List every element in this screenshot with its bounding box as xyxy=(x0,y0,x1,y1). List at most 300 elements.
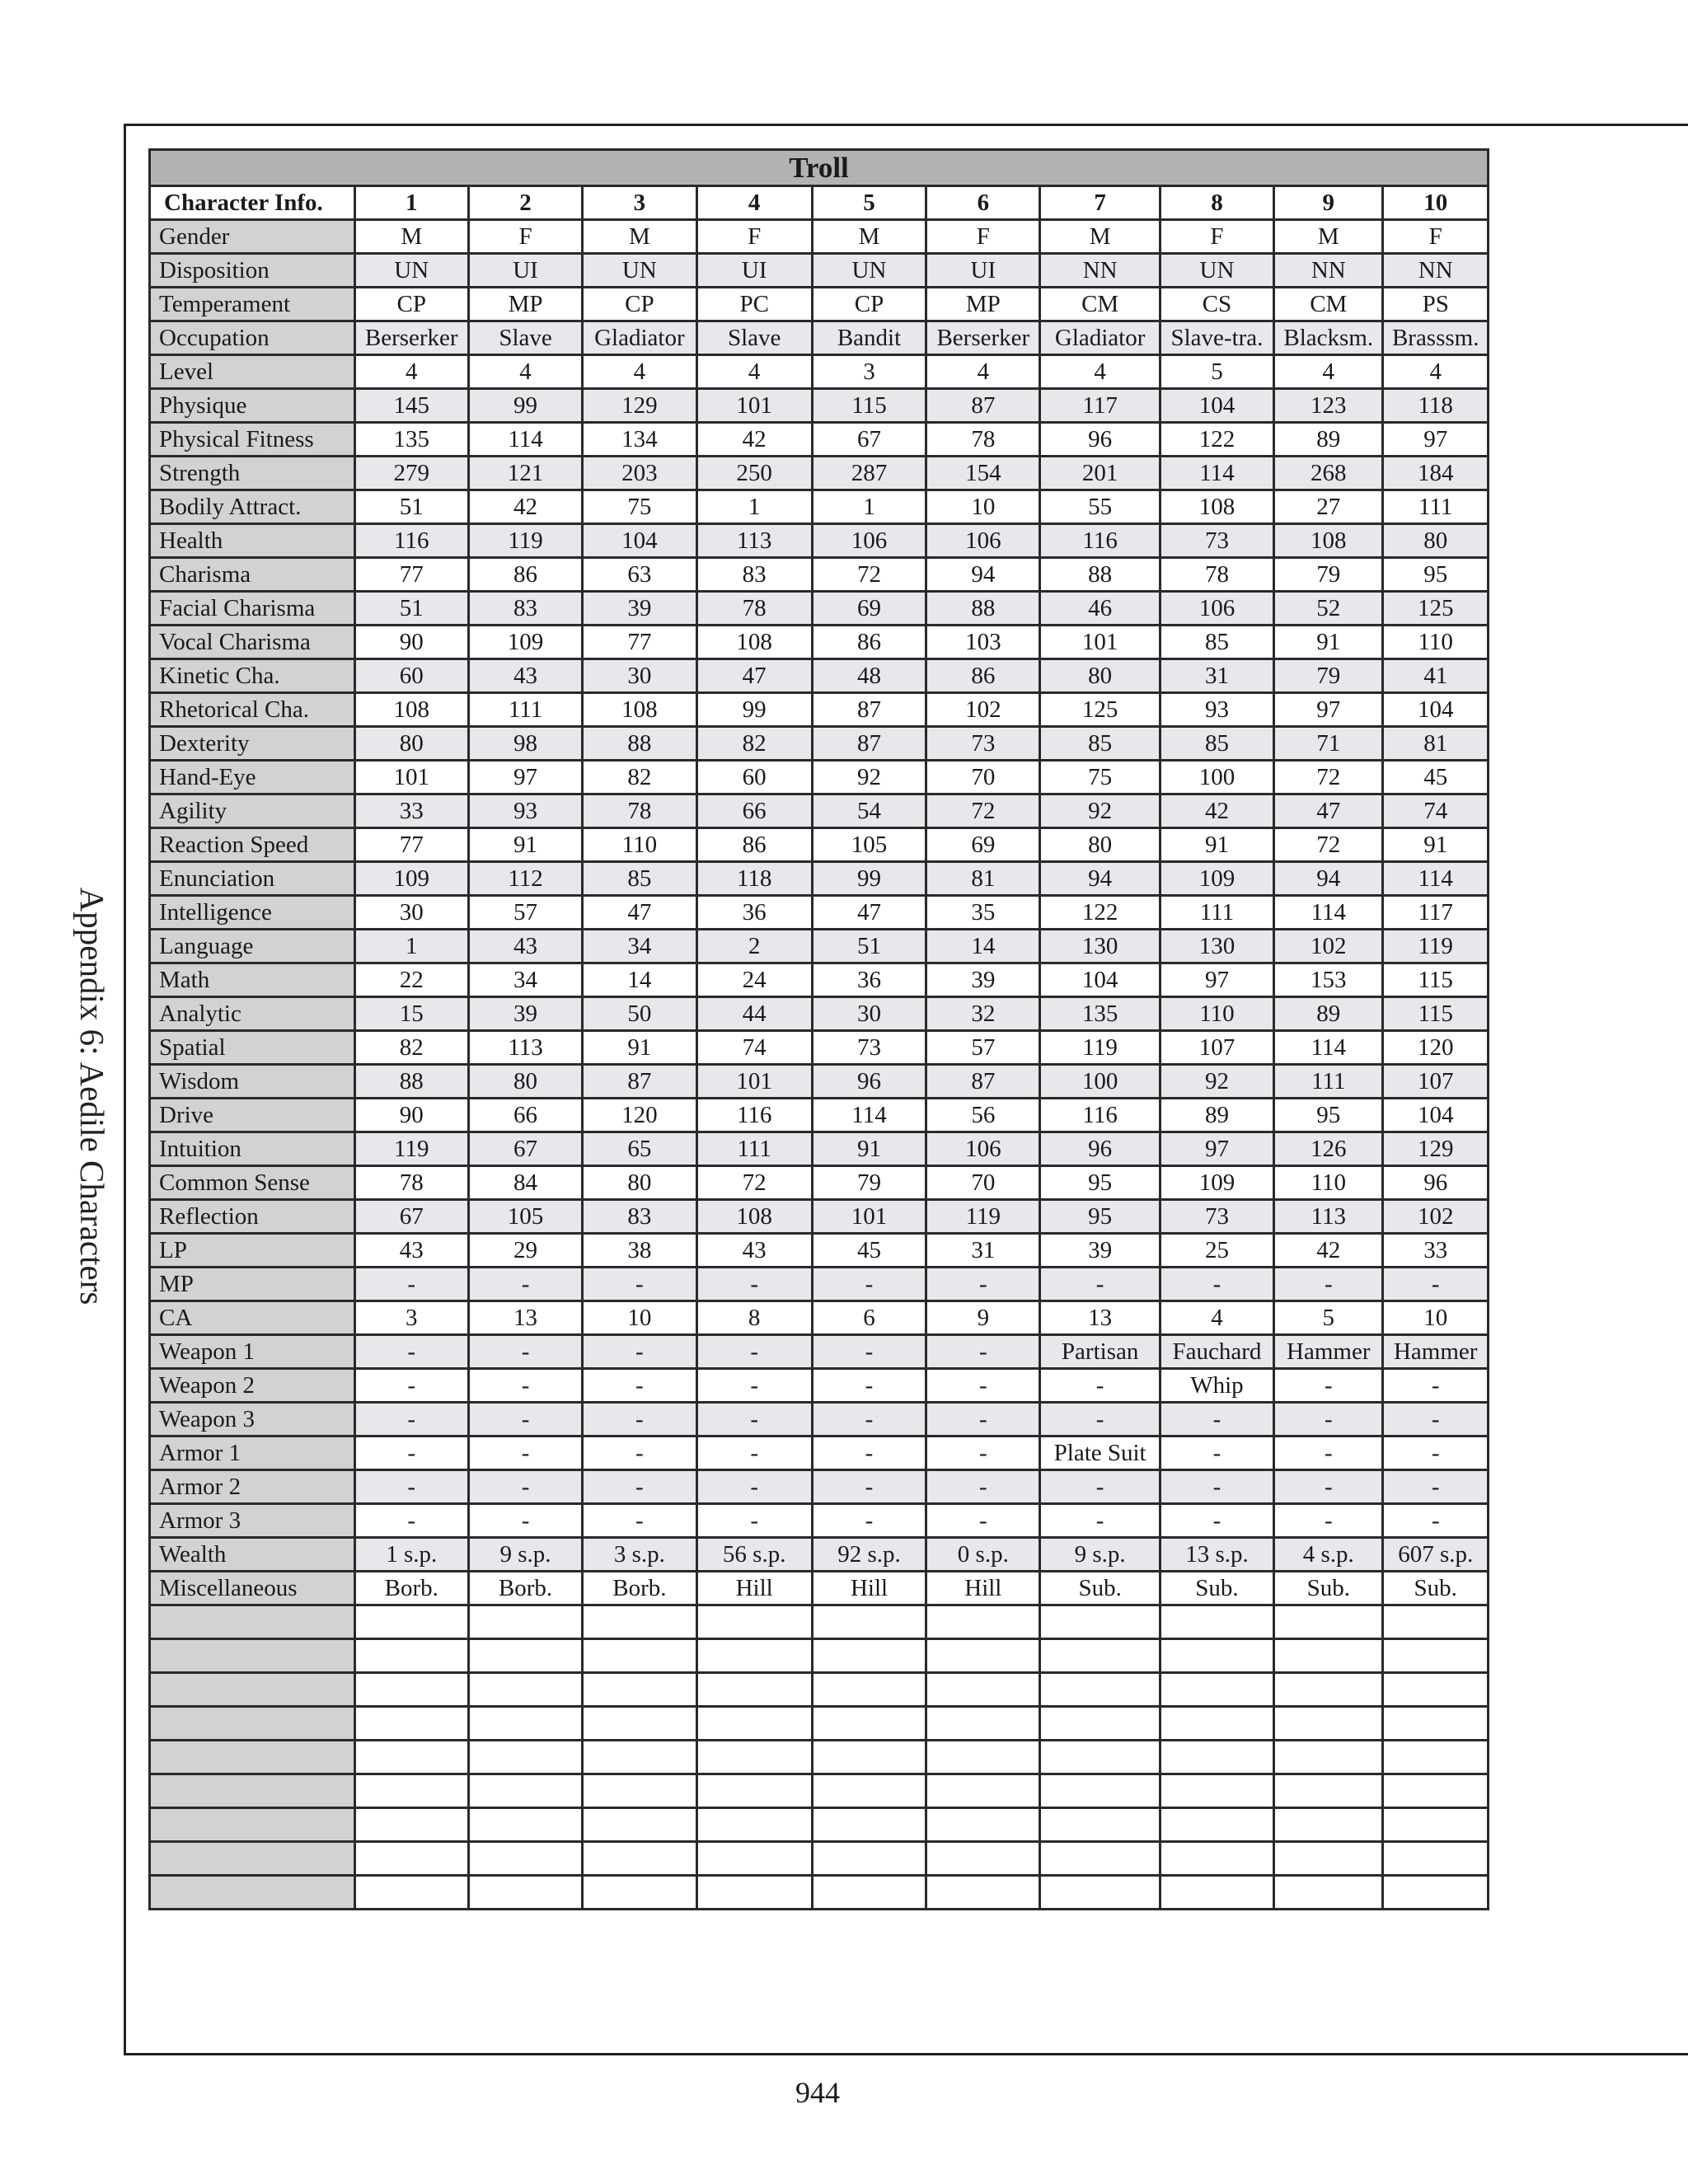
table-cell: 34 xyxy=(583,930,696,963)
table-cell: Hammer xyxy=(1383,1335,1489,1369)
column-header-5: 5 xyxy=(812,186,926,220)
table-cell: 116 xyxy=(1040,1099,1160,1132)
row-label: Temperament xyxy=(150,288,355,321)
table-cell: 104 xyxy=(1383,1099,1489,1132)
empty-cell xyxy=(812,1639,926,1673)
table-cell: 48 xyxy=(812,659,926,693)
row-label: MP xyxy=(150,1268,355,1301)
table-cell: 1 s.p. xyxy=(354,1538,468,1572)
table-cell: 43 xyxy=(354,1234,468,1268)
table-cell: 10 xyxy=(1383,1301,1489,1335)
table-cell: 35 xyxy=(926,896,1040,930)
table-cell: 80 xyxy=(1040,828,1160,862)
table-cell: 36 xyxy=(696,896,812,930)
row-label: Facial Charisma xyxy=(150,592,355,626)
table-cell: - xyxy=(354,1436,468,1470)
table-cell: 43 xyxy=(468,930,582,963)
table-cell: 80 xyxy=(468,1065,582,1099)
table-cell: 90 xyxy=(354,626,468,659)
table-cell: 111 xyxy=(696,1132,812,1166)
table-cell: 73 xyxy=(1160,524,1273,558)
empty-cell xyxy=(468,1741,582,1774)
table-cell: 75 xyxy=(1040,761,1160,794)
table-cell: 145 xyxy=(354,389,468,423)
row-label: Miscellaneous xyxy=(150,1572,355,1605)
empty-cell xyxy=(354,1605,468,1639)
table-cell: 66 xyxy=(468,1099,582,1132)
table-cell: 122 xyxy=(1040,896,1160,930)
empty-cell xyxy=(1040,1842,1160,1876)
table-cell: CM xyxy=(1274,288,1383,321)
table-cell: 107 xyxy=(1160,1031,1273,1065)
empty-cell xyxy=(1274,1639,1383,1673)
table-cell: UI xyxy=(926,254,1040,288)
empty-cell xyxy=(926,1842,1040,1876)
table-cell: 66 xyxy=(696,794,812,828)
table-cell: 4 xyxy=(926,355,1040,389)
row-label: Intelligence xyxy=(150,896,355,930)
empty-cell xyxy=(354,1741,468,1774)
table-cell: 153 xyxy=(1274,963,1383,997)
table-cell: 39 xyxy=(1040,1234,1160,1268)
table-cell: 4 xyxy=(468,355,582,389)
table-cell: 69 xyxy=(812,592,926,626)
table-row xyxy=(150,1538,1489,1572)
empty-cell xyxy=(812,1876,926,1910)
table-cell: Partisan xyxy=(1040,1335,1160,1369)
table-cell: - xyxy=(1040,1268,1160,1301)
table-cell: 92 xyxy=(1040,794,1160,828)
table-cell: 55 xyxy=(1040,490,1160,524)
table-row xyxy=(150,828,1489,862)
empty-cell xyxy=(468,1842,582,1876)
empty-cell xyxy=(468,1639,582,1673)
table-cell: 86 xyxy=(812,626,926,659)
table-cell: 96 xyxy=(812,1065,926,1099)
table-cell: 1 xyxy=(354,930,468,963)
table-cell: 250 xyxy=(696,457,812,490)
table-cell: - xyxy=(583,1335,696,1369)
table-row xyxy=(150,794,1489,828)
table-cell: 95 xyxy=(1383,558,1489,592)
empty-cell xyxy=(1040,1774,1160,1808)
empty-cell xyxy=(696,1876,812,1910)
table-cell: 84 xyxy=(468,1166,582,1200)
table-row xyxy=(150,389,1489,423)
table-cell: Sub. xyxy=(1274,1572,1383,1605)
empty-cell xyxy=(1383,1707,1489,1741)
table-cell: - xyxy=(926,1403,1040,1436)
empty-cell xyxy=(1160,1673,1273,1707)
table-cell: 1 xyxy=(696,490,812,524)
column-header-9: 9 xyxy=(1274,186,1383,220)
empty-cell xyxy=(1274,1774,1383,1808)
table-cell: 101 xyxy=(354,761,468,794)
table-cell: Berserker xyxy=(926,321,1040,355)
table-cell: 13 s.p. xyxy=(1160,1538,1273,1572)
table-cell: F xyxy=(1383,220,1489,254)
table-cell: 129 xyxy=(1383,1132,1489,1166)
empty-cell xyxy=(1274,1741,1383,1774)
row-label: Wisdom xyxy=(150,1065,355,1099)
table-cell: PC xyxy=(696,288,812,321)
empty-cell xyxy=(696,1605,812,1639)
table-cell: - xyxy=(1383,1268,1489,1301)
table-cell: - xyxy=(583,1504,696,1538)
table-cell: - xyxy=(1383,1504,1489,1538)
table-cell: 108 xyxy=(696,626,812,659)
row-label: Analytic xyxy=(150,997,355,1031)
table-row xyxy=(150,1470,1489,1504)
empty-cell xyxy=(1274,1876,1383,1910)
appendix-side-title: Appendix 6: Aedile Characters xyxy=(73,887,111,1305)
table-cell: 85 xyxy=(1040,727,1160,761)
empty-cell xyxy=(583,1673,696,1707)
table-cell: 54 xyxy=(812,794,926,828)
table-cell: 33 xyxy=(1383,1234,1489,1268)
table-cell: 27 xyxy=(1274,490,1383,524)
table-cell: 4 xyxy=(1040,355,1160,389)
empty-cell xyxy=(354,1774,468,1808)
empty-cell xyxy=(812,1808,926,1842)
table-cell: 74 xyxy=(696,1031,812,1065)
row-label: Armor 1 xyxy=(150,1436,355,1470)
table-cell: 104 xyxy=(583,524,696,558)
table-cell: 6 xyxy=(812,1301,926,1335)
table-cell: 4 xyxy=(696,355,812,389)
table-cell: CP xyxy=(812,288,926,321)
empty-row xyxy=(150,1876,1489,1910)
empty-cell xyxy=(1160,1707,1273,1741)
table-cell: 114 xyxy=(812,1099,926,1132)
table-cell: PS xyxy=(1383,288,1489,321)
row-label: Level xyxy=(150,355,355,389)
table-cell: 91 xyxy=(583,1031,696,1065)
table-row xyxy=(150,626,1489,659)
table-cell: 110 xyxy=(1383,626,1489,659)
table-cell: 79 xyxy=(812,1166,926,1200)
empty-cell xyxy=(926,1774,1040,1808)
table-cell: 135 xyxy=(1040,997,1160,1031)
empty-cell xyxy=(583,1605,696,1639)
table-cell: 83 xyxy=(583,1200,696,1234)
empty-row xyxy=(150,1605,1489,1639)
table-cell: 201 xyxy=(1040,457,1160,490)
table-cell: 97 xyxy=(1160,963,1273,997)
table-row xyxy=(150,457,1489,490)
table-cell: - xyxy=(696,1470,812,1504)
row-label: Agility xyxy=(150,794,355,828)
table-cell: 56 xyxy=(926,1099,1040,1132)
table-cell: 92 xyxy=(812,761,926,794)
row-label: Rhetorical Cha. xyxy=(150,693,355,727)
empty-cell xyxy=(150,1605,355,1639)
table-cell: - xyxy=(812,1470,926,1504)
table-cell: 96 xyxy=(1040,423,1160,457)
table-cell: 101 xyxy=(696,389,812,423)
table-cell: - xyxy=(926,1470,1040,1504)
table-cell: - xyxy=(696,1335,812,1369)
empty-cell xyxy=(583,1842,696,1876)
table-cell: - xyxy=(1160,1470,1273,1504)
table-row xyxy=(150,1335,1489,1369)
table-cell: Sub. xyxy=(1040,1572,1160,1605)
table-cell: 13 xyxy=(1040,1301,1160,1335)
empty-cell xyxy=(1383,1808,1489,1842)
empty-cell xyxy=(1040,1707,1160,1741)
column-header-1: 1 xyxy=(354,186,468,220)
column-header-3: 3 xyxy=(583,186,696,220)
empty-cell xyxy=(583,1808,696,1842)
table-cell: MP xyxy=(468,288,582,321)
empty-cell xyxy=(1160,1808,1273,1842)
table-cell: 113 xyxy=(696,524,812,558)
table-row xyxy=(150,930,1489,963)
row-label: Weapon 2 xyxy=(150,1369,355,1403)
table-cell: - xyxy=(583,1268,696,1301)
table-row xyxy=(150,997,1489,1031)
table-cell: - xyxy=(696,1369,812,1403)
table-cell: Hill xyxy=(926,1572,1040,1605)
table-cell: 87 xyxy=(926,389,1040,423)
empty-cell xyxy=(150,1707,355,1741)
table-row xyxy=(150,1268,1489,1301)
table-cell: 81 xyxy=(1383,727,1489,761)
table-cell: 111 xyxy=(1383,490,1489,524)
table-cell: 109 xyxy=(1160,862,1273,896)
table-cell: - xyxy=(812,1403,926,1436)
table-cell: 77 xyxy=(583,626,696,659)
table-cell: 86 xyxy=(468,558,582,592)
table-cell: - xyxy=(354,1268,468,1301)
empty-cell xyxy=(1040,1741,1160,1774)
table-cell: 69 xyxy=(926,828,1040,862)
table-cell: 80 xyxy=(1383,524,1489,558)
table-cell: 96 xyxy=(1040,1132,1160,1166)
table-cell: M xyxy=(1274,220,1383,254)
table-cell: 88 xyxy=(1040,558,1160,592)
table-row xyxy=(150,558,1489,592)
column-header-6: 6 xyxy=(926,186,1040,220)
table-cell: 85 xyxy=(583,862,696,896)
table-cell: 39 xyxy=(583,592,696,626)
empty-cell xyxy=(468,1774,582,1808)
empty-cell xyxy=(150,1876,355,1910)
row-label: Dexterity xyxy=(150,727,355,761)
table-cell: 5 xyxy=(1160,355,1273,389)
table-cell: 77 xyxy=(354,828,468,862)
empty-cell xyxy=(468,1707,582,1741)
table-cell: - xyxy=(583,1470,696,1504)
table-cell: 108 xyxy=(1274,524,1383,558)
empty-cell xyxy=(1160,1774,1273,1808)
empty-cell xyxy=(150,1741,355,1774)
table-cell: 91 xyxy=(812,1132,926,1166)
table-cell: 119 xyxy=(926,1200,1040,1234)
table-row xyxy=(150,524,1489,558)
table-cell: 42 xyxy=(1274,1234,1383,1268)
table-cell: 99 xyxy=(696,693,812,727)
empty-row xyxy=(150,1774,1489,1808)
table-cell: 51 xyxy=(812,930,926,963)
table-cell: 104 xyxy=(1040,963,1160,997)
table-row xyxy=(150,1132,1489,1166)
table-cell: M xyxy=(583,220,696,254)
empty-cell xyxy=(1383,1605,1489,1639)
table-cell: 115 xyxy=(812,389,926,423)
table-cell: 9 s.p. xyxy=(1040,1538,1160,1572)
empty-cell xyxy=(354,1673,468,1707)
table-cell: 89 xyxy=(1274,997,1383,1031)
table-cell: - xyxy=(926,1335,1040,1369)
table-cell: 101 xyxy=(812,1200,926,1234)
table-cell: 96 xyxy=(1383,1166,1489,1200)
table-cell: - xyxy=(926,1504,1040,1538)
table-row xyxy=(150,659,1489,693)
page-number: 944 xyxy=(795,2076,840,2109)
empty-cell xyxy=(1040,1808,1160,1842)
table-cell: 184 xyxy=(1383,457,1489,490)
table-cell: 94 xyxy=(926,558,1040,592)
row-label: Armor 2 xyxy=(150,1470,355,1504)
table-cell: 82 xyxy=(583,761,696,794)
table-cell: 154 xyxy=(926,457,1040,490)
table-cell: 92 s.p. xyxy=(812,1538,926,1572)
table-cell: - xyxy=(354,1470,468,1504)
empty-cell xyxy=(150,1639,355,1673)
empty-row xyxy=(150,1639,1489,1673)
table-cell: 102 xyxy=(926,693,1040,727)
table-cell: 13 xyxy=(468,1301,582,1335)
table-row xyxy=(150,490,1489,524)
table-cell: 45 xyxy=(812,1234,926,1268)
table-cell: Gladiator xyxy=(583,321,696,355)
empty-cell xyxy=(926,1808,1040,1842)
empty-cell xyxy=(468,1808,582,1842)
table-cell: NN xyxy=(1040,254,1160,288)
row-label: Enunciation xyxy=(150,862,355,896)
table-cell: 52 xyxy=(1274,592,1383,626)
empty-cell xyxy=(1383,1639,1489,1673)
table-cell: Hammer xyxy=(1274,1335,1383,1369)
table-cell: 106 xyxy=(812,524,926,558)
table-row xyxy=(150,1200,1489,1234)
empty-cell xyxy=(1274,1673,1383,1707)
table-cell: 72 xyxy=(1274,761,1383,794)
table-cell: 57 xyxy=(468,896,582,930)
table-cell: 118 xyxy=(696,862,812,896)
table-cell: - xyxy=(468,1470,582,1504)
table-cell: 101 xyxy=(696,1065,812,1099)
table-cell: 43 xyxy=(696,1234,812,1268)
table-cell: 80 xyxy=(583,1166,696,1200)
table-cell: 73 xyxy=(812,1031,926,1065)
table-cell: 120 xyxy=(1383,1031,1489,1065)
table-cell: Bandit xyxy=(812,321,926,355)
table-cell: - xyxy=(696,1504,812,1538)
empty-cell xyxy=(354,1707,468,1741)
empty-cell xyxy=(1383,1842,1489,1876)
table-cell: 121 xyxy=(468,457,582,490)
table-cell: 4 xyxy=(1160,1301,1273,1335)
row-label: Math xyxy=(150,963,355,997)
table-cell: - xyxy=(696,1268,812,1301)
table-cell: 97 xyxy=(1274,693,1383,727)
empty-cell xyxy=(1274,1605,1383,1639)
table-cell: 106 xyxy=(1160,592,1273,626)
empty-cell xyxy=(1383,1774,1489,1808)
table-cell: UN xyxy=(354,254,468,288)
table-cell: 114 xyxy=(1274,1031,1383,1065)
table-cell: 1 xyxy=(812,490,926,524)
table-cell: 45 xyxy=(1383,761,1489,794)
table-cell: 119 xyxy=(468,524,582,558)
table-cell: 108 xyxy=(696,1200,812,1234)
table-cell: 112 xyxy=(468,862,582,896)
table-cell: CP xyxy=(354,288,468,321)
table-cell: - xyxy=(1274,1369,1383,1403)
table-cell: 67 xyxy=(812,423,926,457)
table-cell: 83 xyxy=(696,558,812,592)
table-cell: - xyxy=(583,1436,696,1470)
table-cell: F xyxy=(926,220,1040,254)
table-cell: 119 xyxy=(1040,1031,1160,1065)
table-cell: 50 xyxy=(583,997,696,1031)
table-cell: 24 xyxy=(696,963,812,997)
table-row xyxy=(150,727,1489,761)
table-cell: 2 xyxy=(696,930,812,963)
row-label: Kinetic Cha. xyxy=(150,659,355,693)
table-cell: 117 xyxy=(1383,896,1489,930)
table-cell: Borb. xyxy=(468,1572,582,1605)
empty-cell xyxy=(1160,1605,1273,1639)
table-cell: 113 xyxy=(1274,1200,1383,1234)
table-cell: 94 xyxy=(1040,862,1160,896)
table-cell: 70 xyxy=(926,1166,1040,1200)
table-body xyxy=(150,220,1489,1910)
table-cell: Sub. xyxy=(1383,1572,1489,1605)
table-cell: 279 xyxy=(354,457,468,490)
table-cell: 79 xyxy=(1274,558,1383,592)
table-row xyxy=(150,288,1489,321)
table-cell: 73 xyxy=(1160,1200,1273,1234)
table-cell: 14 xyxy=(583,963,696,997)
table-cell: - xyxy=(926,1268,1040,1301)
table-cell: 82 xyxy=(354,1031,468,1065)
table-cell: 120 xyxy=(583,1099,696,1132)
row-label: Wealth xyxy=(150,1538,355,1572)
empty-cell xyxy=(812,1673,926,1707)
table-cell: 130 xyxy=(1160,930,1273,963)
table-cell: - xyxy=(1160,1436,1273,1470)
table-cell: 8 xyxy=(696,1301,812,1335)
empty-cell xyxy=(696,1707,812,1741)
table-cell: Fauchard xyxy=(1160,1335,1273,1369)
empty-cell xyxy=(696,1842,812,1876)
table-cell: 114 xyxy=(468,423,582,457)
table-row xyxy=(150,592,1489,626)
table-cell: UI xyxy=(468,254,582,288)
empty-cell xyxy=(1383,1673,1489,1707)
table-cell: 42 xyxy=(1160,794,1273,828)
table-cell: 47 xyxy=(812,896,926,930)
table-cell: - xyxy=(1383,1369,1489,1403)
empty-cell xyxy=(1040,1639,1160,1673)
empty-cell xyxy=(583,1774,696,1808)
table-cell: Blacksm. xyxy=(1274,321,1383,355)
row-label: Weapon 3 xyxy=(150,1403,355,1436)
row-label: Vocal Charisma xyxy=(150,626,355,659)
